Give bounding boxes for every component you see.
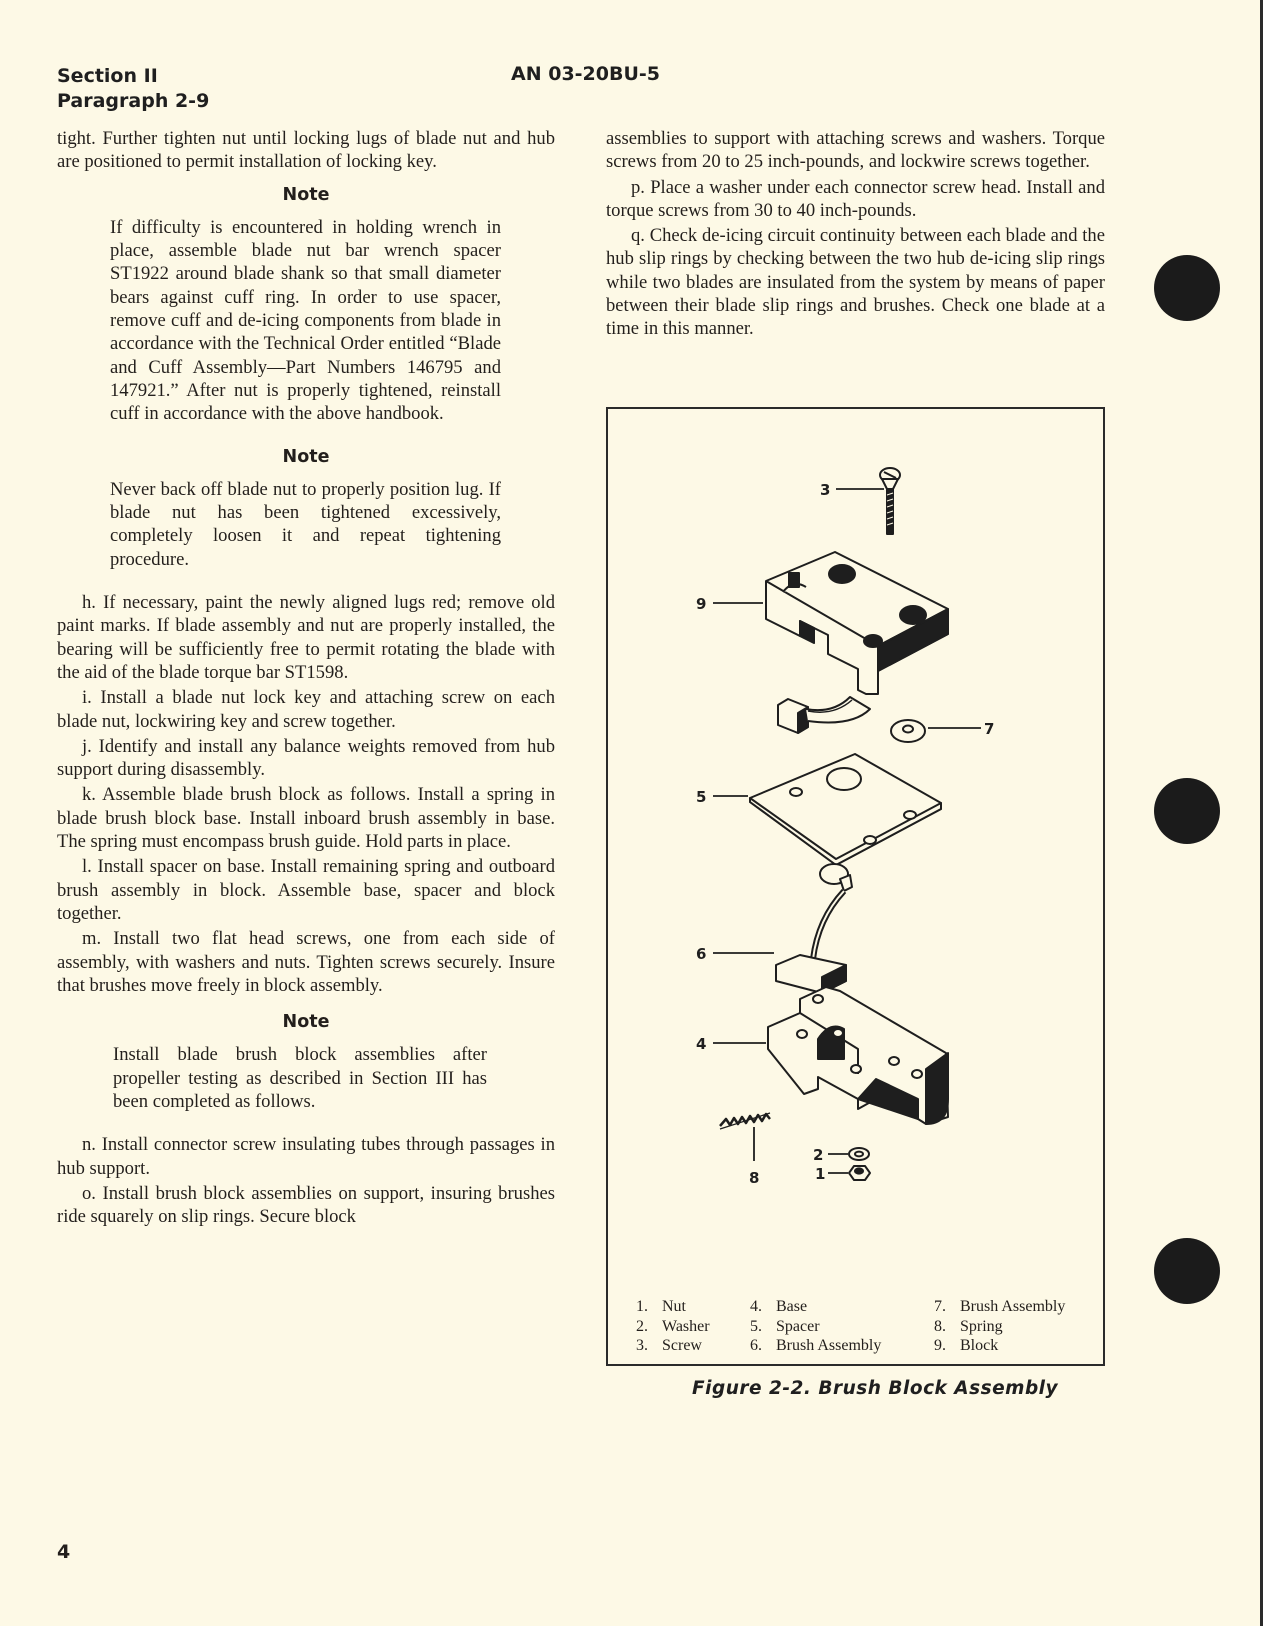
note-body: Never back off blade nut to properly position lug. If blade nut has been tightened excessively, completely loosen it and repeat tightening procedure. <box>110 478 501 570</box>
brush-assembly-icon <box>778 697 925 742</box>
intro-paragraph: tight. Further tighten nut until locking lugs of blade nut and hub are positioned to permit installation of locking key. <box>57 128 555 173</box>
spacer <box>57 571 555 591</box>
callout-5: 5 <box>696 788 707 806</box>
step-p: p. Place a washer under each connector screw head. Install and torque screws from 30 to 40 inch-pounds. <box>606 176 1105 221</box>
exploded-diagram <box>608 409 1103 1364</box>
brush-assembly-icon <box>776 864 852 993</box>
legend-item: 2. Washer <box>636 1317 710 1335</box>
left-column <box>57 127 555 1230</box>
note-title: Note <box>282 1012 330 1033</box>
paragraph-label: Paragraph 2-9 <box>57 90 210 112</box>
spacer-icon <box>750 754 941 865</box>
hole-punch-icon <box>1154 778 1220 844</box>
legend-item: 3. Screw <box>636 1337 702 1354</box>
callout-6: 6 <box>696 945 707 963</box>
callout-3: 3 <box>820 481 831 499</box>
legend-item: 4. Base <box>750 1298 808 1315</box>
step-i: i. Install a blade nut lock key and attaching screw on each blade nut, lockwiring key and screw together. <box>57 687 555 732</box>
legend-item: 6. Brush Assembly <box>750 1337 882 1354</box>
legend-item: 1. Nut <box>636 1298 686 1315</box>
callout-8: 8 <box>749 1169 760 1187</box>
figure-legend <box>636 1297 1065 1356</box>
step-j: j. Identify and install any balance weights removed from hub support during disassembly. <box>57 735 555 781</box>
block-icon <box>766 552 948 694</box>
section-header <box>57 64 209 114</box>
section-label: Section II <box>57 65 158 87</box>
step-h: h. If necessary, paint the newly aligned lugs red; remove old paint marks. If blade assembly and nut are properly installed, the bearing will be sufficiently free to permit rotating the blade with the aid of the blade torque bar ST1598. <box>57 592 555 683</box>
step-m: m. Install two flat head screws, one from each side of assembly, with washers and nuts. Tighten screws securely. Insure that brushes move freely in block assembly. <box>57 928 555 996</box>
spacer <box>57 1113 555 1133</box>
continuation-paragraph: assemblies to support with attaching screws and washers. Torque screws from 20 to 25 inch-pounds, and lockwire screws together. <box>606 128 1105 173</box>
page-number: 4 <box>57 1541 71 1563</box>
base-icon <box>768 987 948 1124</box>
right-column <box>606 127 1105 343</box>
callout-7: 7 <box>984 720 995 738</box>
note-title: Note <box>282 184 330 205</box>
document-number: AN 03-20BU-5 <box>511 63 661 85</box>
legend-item: 8. Spring <box>934 1317 1003 1335</box>
legend-item: 7. Brush Assembly <box>934 1298 1066 1315</box>
callout-9: 9 <box>696 595 707 613</box>
step-o: o. Install brush block assemblies on support, insuring brushes ride squarely on slip rings. Secure block <box>57 1182 555 1228</box>
hole-punch-icon <box>1154 255 1220 321</box>
legend-item: 9. Block <box>934 1337 999 1354</box>
note-body: Install blade brush block assemblies after propeller testing as described in Section III has been completed as follows. <box>113 1044 487 1112</box>
legend-item: 5. Spacer <box>750 1317 820 1335</box>
spring-icon <box>720 1113 770 1129</box>
step-l: l. Install spacer on base. Install remaining spring and outboard brush assembly in block. Assemble base, spacer and block together. <box>57 856 555 924</box>
callout-1: 1 <box>815 1165 826 1183</box>
figure-caption: Figure 2-2. Brush Block Assembly <box>692 1378 1059 1399</box>
nut-icon <box>849 1166 870 1180</box>
callout-4: 4 <box>696 1035 707 1053</box>
figure-brush-block-assembly <box>606 407 1105 1366</box>
callout-2: 2 <box>813 1146 824 1164</box>
step-q: q. Check de-icing circuit continuity between each blade and the hub slip rings by checking between the two hub de-icing slip rings while two blades are insulated from the system by means of paper between their blade slip rings and brushes. Check one blade at a time in this manner. <box>606 225 1105 340</box>
hole-punch-icon <box>1154 1238 1220 1304</box>
step-n: n. Install connector screw insulating tubes through passages in hub support. <box>57 1134 555 1179</box>
screw-icon <box>880 468 900 534</box>
note-title: Note <box>282 446 330 467</box>
washer-icon <box>849 1148 869 1160</box>
step-k: k. Assemble blade brush block as follows. Install a spring in blade brush block base. Install inboard brush assembly in base. The spring must encompass brush guide. Hold parts in place. <box>57 784 555 853</box>
note-body: If difficulty is encountered in holding wrench in place, assemble blade nut bar wrench spacer ST1922 around blade shank so that small diameter bears against cuff ring. In order to use spacer, remove cuff and de-icing components from blade in accordance with the Technical Order entitled “Blade and Cuff Assembly—Part Numbers 146795 and 147921.” After nut is properly tightened, reinstall cuff in accordance with the above handbook. <box>110 216 501 425</box>
